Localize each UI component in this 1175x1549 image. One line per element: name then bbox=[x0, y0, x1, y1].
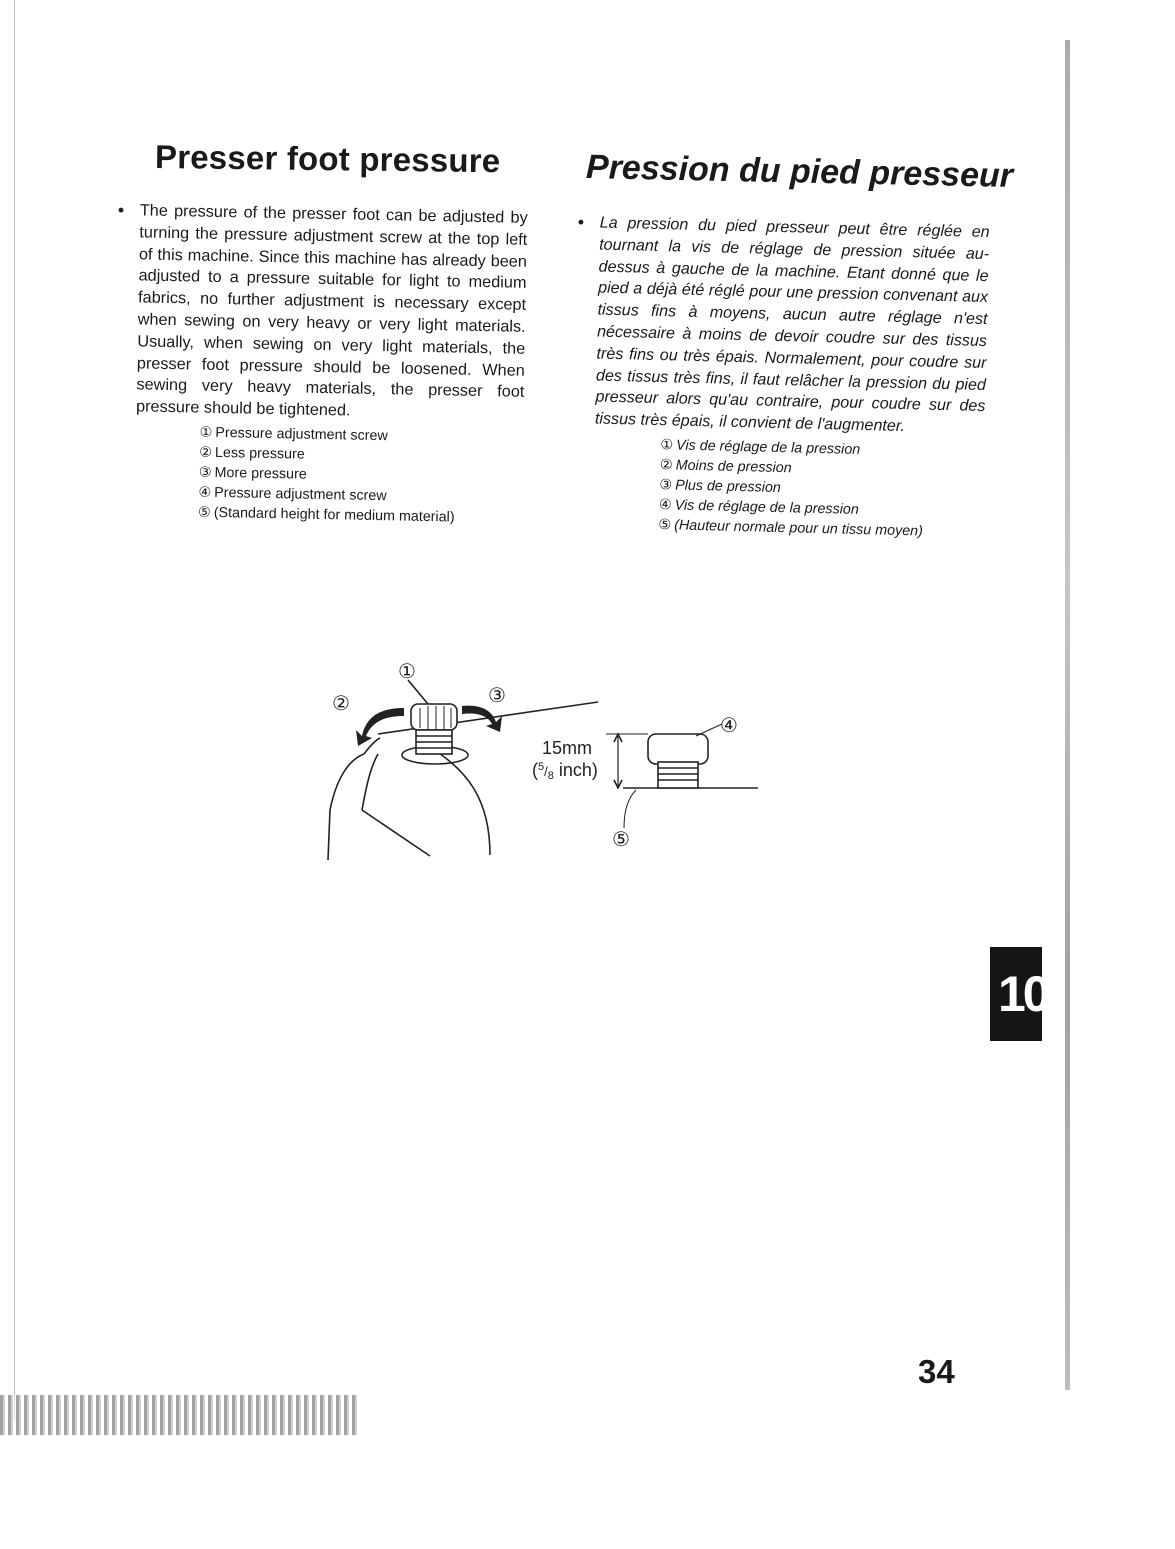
callout-5: ⑤ bbox=[612, 827, 630, 851]
legend-item: ⑤ (Hauteur normale pour un tissu moyen) bbox=[658, 517, 924, 540]
legend-item: ② Moins de pression bbox=[659, 457, 792, 477]
callout-3: ③ bbox=[488, 683, 506, 707]
pressure-screw-illustration bbox=[318, 650, 778, 920]
french-column bbox=[570, 212, 990, 543]
illustration-drawing bbox=[318, 650, 778, 920]
page-number: 34 bbox=[918, 1353, 955, 1390]
callout-1: ① bbox=[398, 659, 416, 683]
legend-item: ⑤ (Standard height for medium material) bbox=[197, 504, 455, 526]
less-pressure-arrow bbox=[356, 708, 404, 746]
scan-edge-line bbox=[14, 0, 15, 1420]
english-paragraph-block bbox=[114, 200, 528, 426]
french-paragraph-block bbox=[573, 212, 990, 440]
callout-2: ② bbox=[332, 691, 350, 715]
legend-item: ④ Pressure adjustment screw bbox=[198, 484, 387, 505]
legend-item: ① Pressure adjustment screw bbox=[199, 424, 388, 445]
legend-item: ③ More pressure bbox=[198, 464, 307, 483]
english-column bbox=[112, 200, 528, 529]
callout-4: ④ bbox=[720, 713, 738, 737]
english-legend bbox=[198, 423, 524, 529]
measure-mm-label: 15mm bbox=[542, 738, 593, 758]
screw-cap-right bbox=[648, 734, 708, 764]
french-legend bbox=[658, 435, 984, 543]
legend-item: ② Less pressure bbox=[199, 444, 305, 463]
heading-english: Presser foot pressure bbox=[154, 138, 501, 180]
bullet-icon: • bbox=[117, 200, 125, 221]
section-tab bbox=[990, 947, 1048, 1041]
scan-noise bbox=[0, 1395, 360, 1435]
legend-item: ④ Vis de réglage de la pression bbox=[658, 497, 859, 518]
callout-leader bbox=[408, 680, 428, 704]
measure-inch-label: ($^5_/$8 inch) bbox=[532, 760, 598, 782]
legend-item: ① Vis de réglage de la pression bbox=[660, 437, 861, 458]
english-body-text: The pressure of the presser foot can be adjusted by turning the pressure adjustment screw at the top left of this machine. Since this machine has already been adjusted to a pressure suitable for light to medium fabrics, no further adjustment is necessary except when sewing on very heavy or very light materials. Usually, when sewing on very light materials, the presser foot pressure should be loosened. When sewing very heavy materials, the presser foot pressure should be tightened. bbox=[135, 201, 528, 420]
heading-french: Pression du pied presseur bbox=[585, 148, 1014, 195]
machine-left-edge bbox=[328, 754, 364, 860]
knob-cap bbox=[411, 704, 457, 730]
section-tab-number: 10 bbox=[998, 966, 1048, 1022]
legend-item: ③ Plus de pression bbox=[659, 477, 782, 497]
bullet-icon: • bbox=[577, 212, 585, 233]
scan-binding-shadow bbox=[1065, 40, 1070, 1390]
french-body-text: La pression du pied presseur peut être réglée en tournant la vis de réglage de pression située au-dessus à gauche de la machine. Etant donné que le pied a déjà été réglé pour une pression convenant aux tissus fins à moyens, aucun autre réglage n'est nécessaire à moins de devoir coudre sur des tissus très fins ou très épais. Normalement, pour coudre sur des tissus très fins, il faut relâcher la pression du pied presseur alors qu'au contraire, pour coudre sur des tissus très épais, il convient de l'augmenter. bbox=[594, 213, 990, 436]
